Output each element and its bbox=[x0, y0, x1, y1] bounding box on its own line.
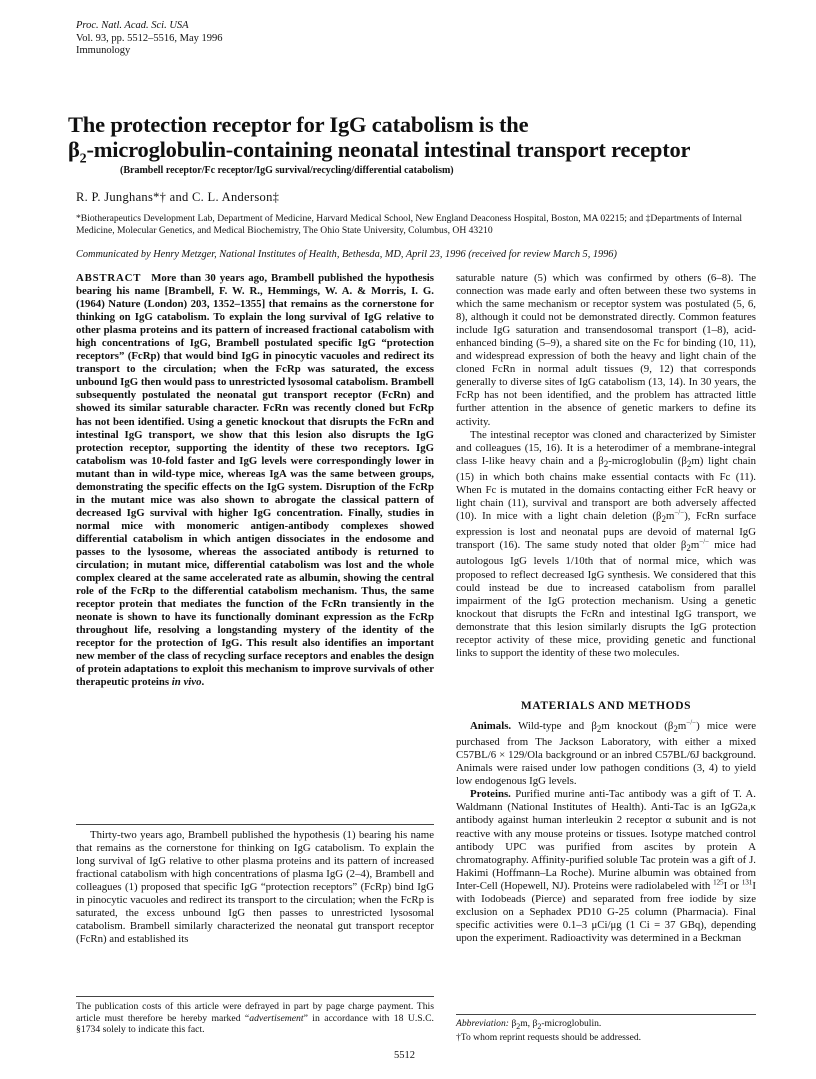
abstract-label: ABSTRACT bbox=[76, 272, 142, 284]
abbreviation-note bbox=[456, 1018, 756, 1032]
t: The intestinal receptor was cloned and characterized by Simister and colleagues (15, 16). It is a heterodimer of a membrane-integral class I-like heavy chain and a bbox=[456, 428, 756, 467]
reprint-note: †To whom reprint requests should be addressed. bbox=[456, 1032, 642, 1044]
t: 2 bbox=[516, 1021, 521, 1031]
abstract bbox=[76, 272, 434, 690]
journal-header bbox=[76, 20, 223, 58]
t: I with Iodobeads (Pierce) and separated from free iodide by size exclusion on a Sephadex PD10 G-25 column (Pharmacia). Final specific activities were 0.1–3 μCi/μg (1 Ci = 37 GBq), depending upon the experiment. Radioactivity was determined in a Beckman bbox=[456, 879, 756, 944]
abstract-column bbox=[76, 272, 434, 690]
t: m bbox=[677, 720, 687, 732]
t: β bbox=[667, 720, 674, 732]
t: Purified murine anti-Tac antibody was a gift of T. A. Waldmann (National Institutes of Health). Anti-Tac is an IgG2a,κ antibody against human interleukin 2 receptor α subunit and is not reactive with any mouse proteins or tissues. Isotype matched control antibody UPC was purified from ascites by protein A chromatography. Affinity-purified soluble Tac protein was a gift of J. Hakimi (Hoffmann–La Roche). Murine albumin was obtained from Inter-Cell (Hopewell, NJ). Proteins were radiolabeled with bbox=[456, 788, 756, 892]
proteins-head: Proteins. bbox=[470, 788, 511, 801]
t: −/− bbox=[699, 537, 710, 546]
journal-name: Proc. Natl. Acad. Sci. USA bbox=[76, 20, 189, 31]
footnotes-right bbox=[456, 1018, 756, 1044]
intro-paragraph-1: Thirty-two years ago, Brambell published the hypothesis (1) bearing his name that remains as the cornerstone for thinking on IgG catabolism. To explain the long survival of IgG relative to other plasma proteins and its pattern of increased fractional catabolism with high concentrations of plasma IgG (2–4), Brambell and colleagues (1) proposed that specific IgG “protection receptors” (FcRp) bind IgG in pinocytic vacuoles and redirect its transport to the circulation; when the FcRp is saturated, the excess unbound IgG then passes to unrestricted lysosomal catabolism. Brambell similarly characterized the neonatal gut transport receptor (FcRn) and established its bbox=[76, 829, 434, 946]
t: advertisement bbox=[249, 1012, 304, 1024]
t: ” in accordance with 18 U.S.C. §1734 solely to indicate this fact. bbox=[76, 1012, 434, 1035]
t: β bbox=[508, 1018, 517, 1029]
t: -microglobulin. bbox=[541, 1018, 602, 1029]
t: The publication costs of this article were defrayed in part by page charge payment. This article must therefore be hereby marked “ bbox=[76, 1001, 434, 1024]
t: β bbox=[655, 510, 662, 522]
authors: R. P. Junghans*† and C. L. Anderson‡ bbox=[76, 190, 280, 204]
t: m) light chain (15) in which both chains make essential contacts with Fc (11). When Fc is mutated in the domains contacting either FcR heavy or light chain (11), survival and transport are both adversely affected (10). In mice with a light chain deletion ( bbox=[456, 454, 756, 522]
footnote-divider-left bbox=[76, 996, 434, 997]
section-line: Immunology bbox=[76, 45, 131, 56]
t: 2 bbox=[686, 543, 691, 554]
t: -microglobulin ( bbox=[608, 454, 682, 467]
methods-column bbox=[456, 720, 756, 945]
article-title bbox=[68, 112, 758, 172]
t: ) mice were purchased from The Jackson Laboratory, with either a mixed C57BL/6 × 129/Ola background or an inbred C57BL/6J background. Animals were raised under low pathogen conditions (3, 4) to yield low endogenous IgG levels. bbox=[456, 720, 756, 788]
t: 2 bbox=[673, 724, 678, 735]
t: 2 bbox=[537, 1021, 542, 1031]
volume-line: Vol. 93, pp. 5512–5516, May 1996 bbox=[76, 32, 223, 44]
publication-cost-note bbox=[76, 1001, 434, 1036]
intro-paragraph-2 bbox=[456, 429, 756, 660]
t: m, β bbox=[520, 1018, 538, 1029]
title-sub: 2 bbox=[79, 151, 87, 167]
t: β bbox=[591, 720, 597, 732]
animals-head: Animals. bbox=[470, 720, 512, 732]
t: 125 bbox=[713, 878, 724, 887]
footnote-divider-right bbox=[456, 1014, 756, 1015]
t: m bbox=[690, 539, 700, 552]
t: ), FcRn surface expression is lost and neonatal pups are devoid of maternal IgG transport (16). The same study noted that older bbox=[456, 510, 756, 552]
abstract-text: More than 30 years ago, Brambell published the hypothesis bearing his name [Brambell, F. W. R., Hemmings, W. A. & Morris, I. G. (1964) Nature (London) 203, 1352–1355] that remains as the cornerstone for thinking on IgG catabolism. To explain the long survival of IgG relative to other plasma proteins and its pattern of increased fractional catabolism with high concentrations of IgG, Brambell postulated specific IgG “protection receptors” (FcRp) that would bind IgG in pinocytic vacuoles and redirect its transport to the circulation; when the FcRp was saturated, the excess unbound IgG then would pass to unrestricted lysosomal catabolism. Brambell subsequently postulated the neonatal gut transport receptor (FcRn) and showed its similar saturable character. FcRn was recently cloned but FcRp has not been identified. Using a genetic knockout that disrupts the FcRn and intestinal IgG transport, we show that this lesion also disrupts the IgG protection receptor, supporting the identity of these two receptors. IgG catabolism was 10-fold faster and IgG levels were correspondingly lower in mutant than in wild-type mice, whereas IgA was the same between groups, demonstrating the specific effects on the IgG system. Disruption of the FcRp in the mutant mice was also shown to abrogate the classical pattern of decreased IgG survival with higher IgG concentration. Finally, studies in normal mice with monomeric antigen-antibody complexes showed differential catabolism in which antigen dissociates in the endosome and passes to the lysosome, whereas the associated antibody is returned to circulation; in mutant mice, differential catabolism was lost and the whole complex cleared at the same accelerated rate as albumin, showing the central role of the FcRp to the differential catabolism mechanism. Thus, the same receptor protein that mediates the function of the FcRn transiently in the neonate is shown to have its functionally dominant expression as the FcRp throughout life, resolving a longstanding mystery of the identity of the receptor for the protection of IgG. This result also identifies an important new member of the class of recycling surface receptors and enables the design of protein adaptations to exploit this mechanism to improve survivals of other therapeutic proteins bbox=[76, 272, 434, 689]
intro-paragraph-1-cont: saturable nature (5) which was confirmed by others (6–8). The connection was made early and often between these two systems in which the same mechanism or receptor system was postulated (5, 6, 8), although it could not be demonstrated directly. Common features include IgG saturation and transendosomal transport (1–8), acid-enhanced binding (5–9), a shared site on the Fc for binding (10, 11), and widespread expression of both the heavy and light chain of the cloned FcRn in normal adult tissues (9, 12) that corresponds generally to diverse sites of IgG catabolism (13, 14). In 30 years, the FcRp has not been identified, and the problem has attracted little further attention in the absence of genetic markers to define its activity. bbox=[456, 272, 756, 428]
title-line-1: The protection receptor for IgG catabolism is the bbox=[68, 112, 529, 137]
t: −/− bbox=[674, 508, 685, 517]
t: β bbox=[680, 539, 687, 552]
t: β bbox=[681, 454, 687, 467]
title-rest: -microglobulin-containing neonatal intestinal transport receptor bbox=[86, 137, 691, 162]
page-number: 5512 bbox=[394, 1050, 415, 1061]
t: Abbreviation: bbox=[456, 1018, 509, 1029]
abstract-divider bbox=[76, 824, 434, 825]
intro-right-column bbox=[456, 272, 756, 660]
t: 2 bbox=[661, 514, 666, 525]
t: mice had autologous IgG levels 1/10th that of normal mice, which was proposed to reflect decreased IgG synthesis. We considered that this could instead be due to increased catabolism from parallel impairment of the IgG protection mechanism. Using a genetic knockout that disrupts the FcRn and intestinal IgG transport, we demonstrate that this lesion similarly disrupts the IgG protection receptor activity of these mice, providing genetic and functional links to support the identity of these two molecules. bbox=[456, 539, 756, 659]
proteins-paragraph bbox=[456, 788, 756, 945]
communicated-by: Communicated by Henry Metzger, National Institutes of Health, Bethesda, MD, April 23, 1996 (received for review March 5, 1996) bbox=[76, 249, 617, 260]
abstract-in-vivo: in vivo bbox=[171, 676, 202, 689]
abstract-end: . bbox=[201, 676, 205, 689]
methods-heading: MATERIALS AND METHODS bbox=[520, 700, 692, 712]
intro-left-column bbox=[76, 829, 434, 946]
keywords: (Brambell receptor/Fc receptor/IgG survival/recycling/differential catabolism) bbox=[120, 165, 454, 176]
animals-paragraph bbox=[456, 720, 756, 788]
title-beta: β bbox=[68, 137, 80, 162]
t: 2 bbox=[596, 724, 602, 735]
t: −/− bbox=[686, 718, 697, 727]
t: m bbox=[665, 510, 675, 522]
t: I or bbox=[723, 879, 742, 892]
affiliation: *Biotherapeutics Development Lab, Department of Medicine, Harvard Medical School, New England Deaconess Hospital, Boston, MA 02215; and ‡Departments of Internal Medicine, Molecular Genetics, and Medical Biochemistry, The Ohio State University, Columbus, OH 43210 bbox=[76, 213, 743, 236]
t: Wild-type and bbox=[511, 720, 592, 732]
t: 2 bbox=[603, 458, 609, 469]
t: β bbox=[598, 454, 604, 467]
t: m knockout ( bbox=[601, 720, 668, 732]
t: 2 bbox=[686, 458, 692, 469]
t: 131 bbox=[741, 878, 753, 887]
